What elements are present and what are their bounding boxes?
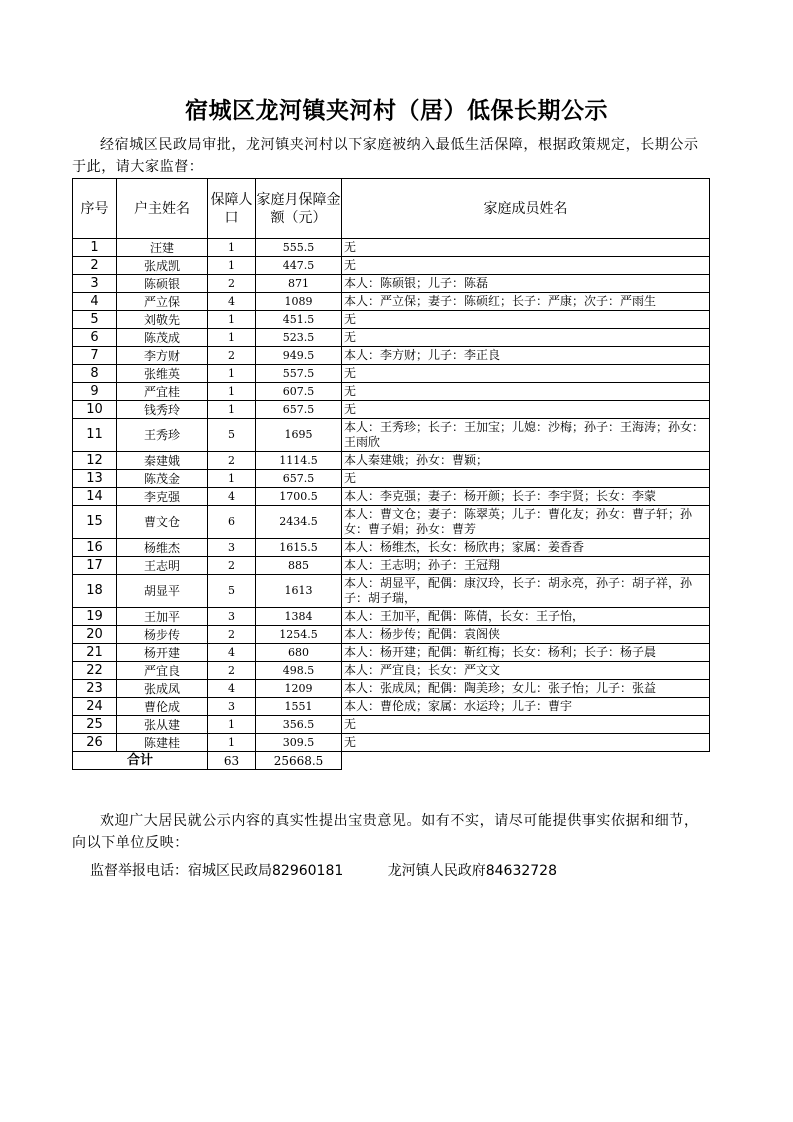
cell-covered-count: 4 xyxy=(208,488,256,506)
cell-household-head: 张成凤 xyxy=(117,680,208,698)
cell-seq: 9 xyxy=(73,383,117,401)
cell-covered-count: 1 xyxy=(208,734,256,752)
cell-family-members: 本人：杨步传；配偶：袁阁侠 xyxy=(342,626,710,644)
total-label: 合计 xyxy=(73,752,208,770)
cell-household-head: 陈茂金 xyxy=(117,470,208,488)
cell-monthly-amount: 1384 xyxy=(256,608,342,626)
cell-seq: 19 xyxy=(73,608,117,626)
cell-monthly-amount: 885 xyxy=(256,557,342,575)
cell-monthly-amount: 1613 xyxy=(256,575,342,608)
cell-seq: 4 xyxy=(73,293,117,311)
cell-covered-count: 5 xyxy=(208,419,256,452)
cell-family-members: 无 xyxy=(342,401,710,419)
cell-monthly-amount: 657.5 xyxy=(256,401,342,419)
cell-covered-count: 1 xyxy=(208,383,256,401)
total-amount: 25668.5 xyxy=(256,752,342,770)
cell-monthly-amount: 451.5 xyxy=(256,311,342,329)
table-header-row xyxy=(73,179,710,239)
cell-family-members: 本人：杨维杰，长女：杨欣冉；家属：姜香香 xyxy=(342,539,710,557)
page-title: 宿城区龙河镇夹河村（居）低保长期公示 xyxy=(185,98,608,124)
cell-household-head: 胡显平 xyxy=(117,575,208,608)
cell-covered-count: 5 xyxy=(208,575,256,608)
cell-seq: 18 xyxy=(73,575,117,608)
cell-family-members: 无 xyxy=(342,365,710,383)
table-row xyxy=(73,401,710,419)
cell-monthly-amount: 1089 xyxy=(256,293,342,311)
cell-family-members: 无 xyxy=(342,383,710,401)
cell-covered-count: 1 xyxy=(208,401,256,419)
header-covered-count: 保障人口 xyxy=(208,179,256,239)
cell-covered-count: 2 xyxy=(208,626,256,644)
cell-household-head: 曹伦成 xyxy=(117,698,208,716)
cell-family-members: 本人：杨开建；配偶：靳红梅；长女：杨利；长子：杨子晨 xyxy=(342,644,710,662)
cell-covered-count: 4 xyxy=(208,680,256,698)
table-row xyxy=(73,275,710,293)
cell-family-members: 无 xyxy=(342,257,710,275)
cell-covered-count: 2 xyxy=(208,557,256,575)
cell-household-head: 杨步传 xyxy=(117,626,208,644)
hotline-label xyxy=(90,863,363,879)
table-row xyxy=(73,383,710,401)
cell-household-head: 王加平 xyxy=(117,608,208,626)
cell-covered-count: 2 xyxy=(208,662,256,680)
cell-seq: 22 xyxy=(73,662,117,680)
table-row xyxy=(73,626,710,644)
cell-covered-count: 2 xyxy=(208,347,256,365)
cell-seq: 7 xyxy=(73,347,117,365)
cell-covered-count: 3 xyxy=(208,539,256,557)
cell-seq: 1 xyxy=(73,239,117,257)
table-row xyxy=(73,608,710,626)
table-row xyxy=(73,470,710,488)
cell-household-head: 汪建 xyxy=(117,239,208,257)
cell-seq: 13 xyxy=(73,470,117,488)
cell-monthly-amount: 356.5 xyxy=(256,716,342,734)
table-row xyxy=(73,293,710,311)
cell-seq: 21 xyxy=(73,644,117,662)
cell-seq: 10 xyxy=(73,401,117,419)
hotline-town-government: 龙河镇人民政府84632728 xyxy=(387,863,557,879)
cell-family-members: 本人：曹文仓；妻子：陈翠英；儿子：曹化友；孙女：曹子轩；孙女：曹子娟；孙女：曹芳 xyxy=(342,506,710,539)
cell-family-members: 无 xyxy=(342,329,710,347)
table-row xyxy=(73,662,710,680)
cell-household-head: 刘敬先 xyxy=(117,311,208,329)
cell-family-members: 无 xyxy=(342,239,710,257)
hotline-civil-affairs: 宿城区民政局82960181 xyxy=(188,863,344,879)
cell-household-head: 钱秀玲 xyxy=(117,401,208,419)
cell-family-members: 本人：王志明；孙子：王冠翔 xyxy=(342,557,710,575)
cell-monthly-amount: 607.5 xyxy=(256,383,342,401)
cell-household-head: 王志明 xyxy=(117,557,208,575)
cell-seq: 26 xyxy=(73,734,117,752)
cell-covered-count: 1 xyxy=(208,470,256,488)
cell-covered-count: 1 xyxy=(208,716,256,734)
cell-covered-count: 4 xyxy=(208,293,256,311)
cell-monthly-amount: 498.5 xyxy=(256,662,342,680)
cell-seq: 8 xyxy=(73,365,117,383)
cell-household-head: 张从建 xyxy=(117,716,208,734)
cell-family-members: 本人：严宜良；长女：严文文 xyxy=(342,662,710,680)
table-row xyxy=(73,239,710,257)
cell-household-head: 张维英 xyxy=(117,365,208,383)
table-row xyxy=(73,506,710,539)
cell-family-members: 本人：胡显平，配偶：康汉玲，长子：胡永亮，孙子：胡子祥，孙子：胡子瑞， xyxy=(342,575,710,608)
cell-household-head: 杨维杰 xyxy=(117,539,208,557)
cell-household-head: 杨开建 xyxy=(117,644,208,662)
cell-household-head: 曹文仓 xyxy=(117,506,208,539)
cell-monthly-amount: 1700.5 xyxy=(256,488,342,506)
table-row xyxy=(73,419,710,452)
table-row xyxy=(73,347,710,365)
cell-family-members: 本人：王秀珍；长子：王加宝；儿媳：沙梅；孙子：王海涛；孙女：王雨欣 xyxy=(342,419,710,452)
cell-household-head: 张成凯 xyxy=(117,257,208,275)
table-row xyxy=(73,311,710,329)
cell-covered-count: 3 xyxy=(208,608,256,626)
cell-household-head: 陈建桂 xyxy=(117,734,208,752)
table-row xyxy=(73,716,710,734)
cell-seq: 15 xyxy=(73,506,117,539)
cell-monthly-amount: 871 xyxy=(256,275,342,293)
cell-monthly-amount: 523.5 xyxy=(256,329,342,347)
header-family-members: 家庭成员姓名 xyxy=(342,179,710,239)
table-row xyxy=(73,575,710,608)
cell-covered-count: 1 xyxy=(208,311,256,329)
cell-seq: 17 xyxy=(73,557,117,575)
cell-monthly-amount: 657.5 xyxy=(256,470,342,488)
cell-monthly-amount: 1209 xyxy=(256,680,342,698)
cell-covered-count: 2 xyxy=(208,275,256,293)
cell-family-members: 本人：王加平，配偶：陈倩，长女：王子怡， xyxy=(342,608,710,626)
total-empty-cell xyxy=(342,752,710,770)
closing-paragraph: 欢迎广大居民就公示内容的真实性提出宝贵意见。如有不实，请尽可能提供事实依据和细节，向以下单位反映： xyxy=(72,813,699,851)
total-count: 63 xyxy=(208,752,256,770)
cell-monthly-amount: 1615.5 xyxy=(256,539,342,557)
table-row xyxy=(73,539,710,557)
cell-seq: 20 xyxy=(73,626,117,644)
cell-covered-count: 1 xyxy=(208,329,256,347)
cell-family-members: 本人：曹伦成；家属：水运玲；儿子：曹宇 xyxy=(342,698,710,716)
cell-household-head: 陈茂成 xyxy=(117,329,208,347)
cell-seq: 5 xyxy=(73,311,117,329)
cell-monthly-amount: 1254.5 xyxy=(256,626,342,644)
cell-seq: 12 xyxy=(73,452,117,470)
hotline-line xyxy=(90,860,577,880)
table-row xyxy=(73,680,710,698)
cell-monthly-amount: 309.5 xyxy=(256,734,342,752)
cell-monthly-amount: 1551 xyxy=(256,698,342,716)
table-row xyxy=(73,644,710,662)
cell-monthly-amount: 1114.5 xyxy=(256,452,342,470)
cell-family-members: 无 xyxy=(342,311,710,329)
cell-household-head: 严宜桂 xyxy=(117,383,208,401)
intro-paragraph: 经宿城区民政局审批，龙河镇夹河村以下家庭被纳入最低生活保障，根据政策规定，长期公示于此，请大家监督： xyxy=(72,137,699,175)
cell-household-head: 王秀珍 xyxy=(117,419,208,452)
cell-monthly-amount: 2434.5 xyxy=(256,506,342,539)
table-body xyxy=(73,239,710,752)
table-row xyxy=(73,452,710,470)
cell-family-members: 本人：李方财；儿子：李正良 xyxy=(342,347,710,365)
cell-family-members: 本人秦建娥；孙女：曹颖； xyxy=(342,452,710,470)
cell-covered-count: 4 xyxy=(208,644,256,662)
table-row xyxy=(73,734,710,752)
cell-monthly-amount: 557.5 xyxy=(256,365,342,383)
table-row xyxy=(73,365,710,383)
cell-covered-count: 1 xyxy=(208,239,256,257)
cell-household-head: 秦建娥 xyxy=(117,452,208,470)
cell-seq: 11 xyxy=(73,419,117,452)
cell-seq: 25 xyxy=(73,716,117,734)
cell-monthly-amount: 1695 xyxy=(256,419,342,452)
cell-seq: 23 xyxy=(73,680,117,698)
cell-covered-count: 1 xyxy=(208,257,256,275)
subsidy-table xyxy=(72,178,710,770)
cell-household-head: 陈硕银 xyxy=(117,275,208,293)
cell-household-head: 严立保 xyxy=(117,293,208,311)
cell-seq: 24 xyxy=(73,698,117,716)
cell-family-members: 无 xyxy=(342,734,710,752)
hotline-label-text: 监督举报电话： xyxy=(90,863,188,879)
cell-covered-count: 1 xyxy=(208,365,256,383)
cell-family-members: 本人：陈硕银；儿子：陈磊 xyxy=(342,275,710,293)
cell-seq: 3 xyxy=(73,275,117,293)
cell-household-head: 严宜良 xyxy=(117,662,208,680)
cell-seq: 14 xyxy=(73,488,117,506)
header-seq: 序号 xyxy=(73,179,117,239)
cell-seq: 6 xyxy=(73,329,117,347)
cell-covered-count: 2 xyxy=(208,452,256,470)
cell-covered-count: 6 xyxy=(208,506,256,539)
cell-family-members: 无 xyxy=(342,470,710,488)
cell-monthly-amount: 680 xyxy=(256,644,342,662)
cell-household-head: 李方财 xyxy=(117,347,208,365)
cell-monthly-amount: 447.5 xyxy=(256,257,342,275)
cell-monthly-amount: 555.5 xyxy=(256,239,342,257)
cell-family-members: 本人：张成凤；配偶：陶美珍；女儿：张子怡；儿子：张益 xyxy=(342,680,710,698)
cell-family-members: 无 xyxy=(342,716,710,734)
table-row xyxy=(73,698,710,716)
cell-monthly-amount: 949.5 xyxy=(256,347,342,365)
table-row xyxy=(73,329,710,347)
total-row xyxy=(73,752,710,770)
table-row xyxy=(73,557,710,575)
header-monthly-amount: 家庭月保障金额（元） xyxy=(256,179,342,239)
cell-household-head: 李克强 xyxy=(117,488,208,506)
cell-seq: 2 xyxy=(73,257,117,275)
table-row xyxy=(73,488,710,506)
cell-seq: 16 xyxy=(73,539,117,557)
cell-family-members: 本人：李克强；妻子：杨开颜；长子：李宇贤；长女：李蒙 xyxy=(342,488,710,506)
table-row xyxy=(73,257,710,275)
cell-family-members: 本人：严立保；妻子：陈硕红；长子：严康；次子：严雨生 xyxy=(342,293,710,311)
header-household-head: 户主姓名 xyxy=(117,179,208,239)
cell-covered-count: 3 xyxy=(208,698,256,716)
